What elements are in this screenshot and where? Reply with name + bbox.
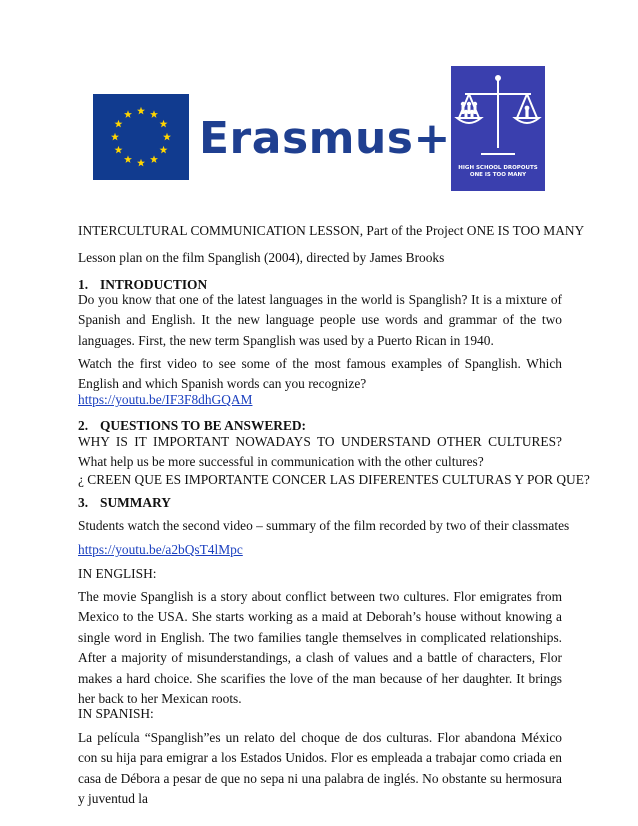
eu-star-icon (137, 107, 145, 115)
dropouts-caption-line2: ONE IS TOO MANY (469, 172, 527, 178)
eu-star-icon (160, 146, 168, 154)
summary-paragraph-1: Students watch the second video – summary of the film recorded by two of their classmates (78, 518, 570, 533)
in-spanish-label: IN SPANISH: (78, 706, 154, 721)
eu-flag-icon (93, 94, 189, 180)
section-heading-text: INTRODUCTION (100, 277, 208, 292)
section-heading-text: QUESTIONS TO BE ANSWERED: (100, 418, 307, 433)
dropouts-caption-line1: HIGH SCHOOL DROPOUTS (458, 165, 538, 171)
introduction-paragraph-2: Watch the first video to see some of the most famous examples of Spanglish. Which English and which Spanish words can you recognize? (78, 356, 562, 392)
eu-star-icon (114, 120, 122, 128)
eu-star-icon (137, 159, 145, 167)
erasmus-plus-wordmark: Erasmus+ (199, 113, 451, 164)
spanish-summary-paragraph: La película “Spanglish”es un relato del choque de dos culturas. Flor abandona México con su hija para emigrar a los Estados Unidos. Flor es empleada a trabajar como criada en casa de Débora a pesar de que no sepa ni una palabra de inglés. No obstante su hermosura y juventud la (78, 730, 562, 807)
questions-paragraph-2: ¿ CREEN QUE ES IMPORTANTE CONCER LAS DIFERENTES CULTURAS Y POR QUE? (78, 472, 590, 487)
video-link-2[interactable]: https://youtu.be/a2bQsT4lMpc (78, 542, 243, 557)
eu-star-icon (160, 120, 168, 128)
introduction-paragraph-1: Do you know that one of the latest languages in the world is Spanglish? It is a mixture of Spanish and English. It the new language people use words and grammar of the two languages. First, the new term Spanglish was used by a Puerto Rican in 1940. (78, 292, 562, 348)
section-heading-text: SUMMARY (100, 495, 171, 510)
eu-star-icon (114, 146, 122, 154)
section-number: 1. (78, 277, 89, 292)
section-number: 3. (78, 495, 89, 510)
document-title: INTERCULTURAL COMMUNICATION LESSON, Part of the Project ONE IS TOO MANY (78, 223, 585, 238)
eu-star-icon (124, 155, 132, 163)
eu-star-icon (163, 133, 171, 141)
section-heading-summary (78, 495, 171, 511)
erasmus-plus-logo (93, 94, 451, 180)
eu-star-icon (111, 133, 119, 141)
english-summary-paragraph: The movie Spanglish is a story about conflict between two cultures. Flor emigrates from Mexico to the USA. She starts working as a maid at Deborah’s house without knowing a single word in English. The two families tangle themselves in complicated relationships. After a majority of misunderstandings, a clash of values and a battle of characters, Flor makes a hard choice. She scarifies the love of the man because of her daughter. It brings her back to her Mexican roots. (78, 589, 562, 707)
eu-star-icon (150, 110, 158, 118)
eu-star-icon (124, 110, 132, 118)
video-link-1[interactable]: https://youtu.be/IF3F8dhGQAM (78, 392, 253, 407)
questions-paragraph-1: WHY IS IT IMPORTANT NOWADAYS TO UNDERSTAND OTHER CULTURES? What help us be more successful in communication with the other cultures? (78, 434, 562, 470)
eu-star-icon (150, 155, 158, 163)
in-english-label: IN ENGLISH: (78, 566, 157, 581)
section-number: 2. (78, 418, 89, 433)
document-subtitle: Lesson plan on the film Spanglish (2004), directed by James Brooks (78, 250, 445, 265)
dropouts-logo (451, 66, 545, 191)
